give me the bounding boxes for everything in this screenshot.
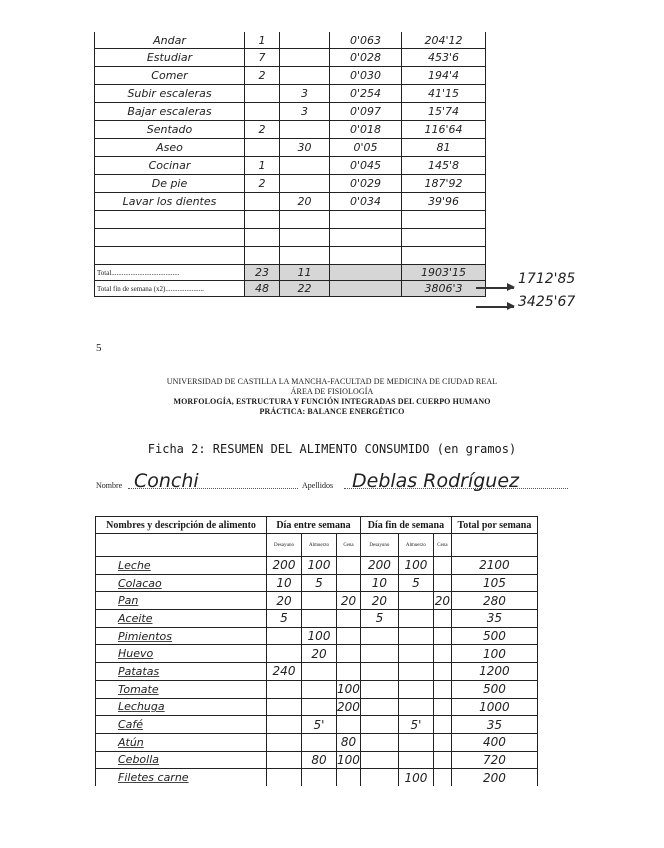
activity-name-cell[interactable]: Cocinar <box>95 157 245 175</box>
food-name-cell[interactable]: Café <box>96 716 267 734</box>
food-weekly-total-cell[interactable]: 105 <box>451 574 537 592</box>
total-annotation-arrow <box>476 287 514 289</box>
food-grams-wd-d-cell[interactable] <box>337 627 361 645</box>
food-grams-we-d-cell[interactable] <box>433 769 451 786</box>
food-weekly-total-cell[interactable]: 35 <box>451 610 537 628</box>
activity-kcal-cell[interactable] <box>402 247 486 265</box>
header-course: MORFOLOGÍA, ESTRUCTURA Y FUNCIÓN INTEGRADAS DEL CUERPO HUMANO <box>173 397 491 406</box>
food-grams-wd-l-cell[interactable] <box>302 610 337 628</box>
subheader-weekend-breakfast: Desayuno <box>360 534 398 557</box>
activity-kcal-cell[interactable]: 453'6 <box>402 49 486 67</box>
activity-name-cell[interactable] <box>95 229 245 247</box>
food-weekly-total-cell[interactable]: 1000 <box>451 698 537 716</box>
weekend-total-row-factor-empty <box>330 281 402 297</box>
food-grams-we-b-cell[interactable] <box>360 645 398 663</box>
activity-hours-cell[interactable] <box>245 247 280 265</box>
food-grams-wd-l-cell[interactable] <box>302 592 337 610</box>
food-grams-wd-b-cell[interactable] <box>267 733 302 751</box>
food-grams-wd-d-cell[interactable]: 200 <box>337 699 360 714</box>
total-annotation: 1712'85 <box>518 271 576 287</box>
total-row-label: Total....................................... <box>95 265 245 281</box>
food-weekly-total-cell[interactable]: 35 <box>451 716 537 734</box>
food-name-cell[interactable]: Pimientos <box>96 627 267 645</box>
activity-row <box>95 121 486 139</box>
activity-name-cell[interactable] <box>95 211 245 229</box>
form-title: Ficha 2: RESUMEN DEL ALIMENTO CONSUMIDO (en gramos) <box>147 442 517 456</box>
food-weekly-total-cell[interactable]: 500 <box>451 627 537 645</box>
food-weekly-total-cell[interactable]: 280 <box>451 592 537 610</box>
subheader-weekend-lunch: Almuerzo <box>398 534 433 557</box>
activity-minutes-cell[interactable] <box>280 121 330 139</box>
activity-name-cell[interactable]: Estudiar <box>95 49 245 67</box>
food-table <box>95 516 538 786</box>
activity-table <box>94 32 486 297</box>
activity-kcal-cell[interactable] <box>402 229 486 247</box>
food-row <box>96 592 538 610</box>
activity-minutes-cell[interactable]: 3 <box>280 103 330 121</box>
activity-minutes-cell[interactable]: 20 <box>280 193 330 211</box>
food-grams-we-l-cell[interactable] <box>398 733 433 751</box>
weekend-total-row-kcal[interactable]: 3806'3 <box>402 281 486 297</box>
header-area: ÁREA DE FISIOLOGÍA <box>290 387 374 396</box>
food-grams-we-b-cell[interactable] <box>360 698 398 716</box>
food-grams-wd-d-cell[interactable]: 100 <box>337 682 360 697</box>
activity-minutes-cell[interactable] <box>280 67 330 85</box>
food-grams-we-d-cell[interactable] <box>433 716 451 734</box>
food-grams-we-d-cell[interactable] <box>433 751 451 769</box>
food-weekly-total-cell[interactable]: 200 <box>451 769 537 786</box>
header-weekly-total: Total por semana <box>451 517 537 534</box>
total-row <box>95 265 486 281</box>
food-grams-we-d-cell[interactable] <box>433 610 451 628</box>
food-grams-wd-b-cell[interactable]: 10 <box>267 574 302 592</box>
food-grams-wd-b-cell[interactable]: 240 <box>267 663 302 681</box>
subheader-weekday-dinner: Cena <box>337 534 361 557</box>
weekend-total-annotation: 3425'67 <box>518 294 576 310</box>
food-grams-wd-b-cell[interactable]: 20 <box>267 592 302 610</box>
food-row <box>96 645 538 663</box>
activity-factor-cell[interactable]: 0'045 <box>330 157 402 175</box>
food-grams-we-d-cell[interactable] <box>433 574 451 592</box>
activity-row <box>95 211 486 229</box>
food-weekly-total-cell[interactable]: 2100 <box>451 557 537 575</box>
activity-row <box>95 175 486 193</box>
food-grams-we-l-cell[interactable] <box>398 645 433 663</box>
subheader-weekend-dinner: Cena <box>433 534 451 557</box>
header-weekend: Día fin de semana <box>360 517 451 534</box>
food-grams-we-l-cell[interactable] <box>398 680 433 698</box>
activity-factor-cell[interactable] <box>330 247 402 265</box>
header-practice: PRÁCTICA: BALANCE ENERGÉTICO <box>259 407 405 416</box>
activity-name-cell[interactable]: Lavar los dientes <box>95 193 245 211</box>
food-grams-wd-b-cell[interactable] <box>267 751 302 769</box>
activity-kcal-cell[interactable]: 41'15 <box>402 85 486 103</box>
activity-factor-cell[interactable]: 0'030 <box>330 67 402 85</box>
food-grams-wd-l-cell[interactable] <box>302 769 337 786</box>
activity-row <box>95 247 486 265</box>
activity-name-cell[interactable]: Aseo <box>95 139 245 157</box>
food-grams-we-l-cell[interactable] <box>398 627 433 645</box>
document-header <box>0 377 664 417</box>
activity-factor-cell[interactable]: 0'028 <box>330 49 402 67</box>
food-row <box>96 557 538 575</box>
header-food-description: Nombres y descripción de alimento <box>96 517 267 534</box>
food-name-cell[interactable]: Filetes carne <box>96 769 267 786</box>
food-grams-we-b-cell[interactable] <box>360 680 398 698</box>
food-weekly-total-cell[interactable]: 720 <box>451 751 537 769</box>
activity-name-cell[interactable]: Subir escaleras <box>95 85 245 103</box>
food-name-cell[interactable]: Cebolla <box>96 751 267 769</box>
food-grams-wd-l-cell[interactable] <box>302 733 337 751</box>
header-weekday: Día entre semana <box>267 517 361 534</box>
activity-row <box>95 67 486 85</box>
activity-row <box>95 32 486 49</box>
food-grams-wd-b-cell[interactable] <box>267 769 302 786</box>
food-weekly-total-cell[interactable]: 100 <box>451 645 537 663</box>
food-grams-wd-d-cell[interactable] <box>337 645 361 663</box>
activity-hours-cell[interactable] <box>245 229 280 247</box>
activity-name-cell[interactable]: Comer <box>95 67 245 85</box>
activity-factor-cell[interactable]: 0'097 <box>330 103 402 121</box>
weekend-total-annotation-arrow <box>476 306 514 308</box>
activity-row <box>95 49 486 67</box>
total-row-minutes[interactable]: 11 <box>280 265 330 281</box>
subheader-empty <box>96 534 267 557</box>
food-row <box>96 769 538 786</box>
food-grams-we-l-cell[interactable]: 5' <box>398 716 433 734</box>
food-grams-wd-d-cell[interactable] <box>337 610 361 628</box>
activity-kcal-cell[interactable]: 187'92 <box>402 175 486 193</box>
activity-name-cell[interactable]: De pie <box>95 175 245 193</box>
subheader-total-empty <box>451 534 537 557</box>
food-grams-wd-d-cell[interactable] <box>337 557 361 575</box>
food-grams-wd-d-cell[interactable] <box>337 663 361 681</box>
food-grams-wd-l-cell[interactable] <box>302 698 337 716</box>
food-grams-wd-d-cell[interactable]: 80 <box>337 733 361 751</box>
food-grams-we-d-cell[interactable] <box>433 645 451 663</box>
food-grams-we-l-cell[interactable] <box>398 663 433 681</box>
food-grams-we-l-cell[interactable] <box>398 610 433 628</box>
food-name-cell[interactable]: Colacao <box>96 574 267 592</box>
food-grams-we-d-cell[interactable] <box>433 698 451 716</box>
food-grams-we-b-cell[interactable] <box>360 769 398 786</box>
activity-kcal-cell[interactable]: 39'96 <box>402 193 486 211</box>
activity-hours-cell[interactable] <box>245 139 280 157</box>
activity-hours-cell[interactable] <box>245 85 280 103</box>
food-grams-wd-l-cell[interactable]: 5 <box>302 574 337 592</box>
food-grams-wd-b-cell[interactable] <box>267 680 302 698</box>
food-grams-we-d-cell[interactable] <box>433 680 451 698</box>
name-label: Nombre <box>96 481 123 490</box>
weekend-total-row <box>95 281 486 297</box>
activity-kcal-cell[interactable]: 204'12 <box>402 32 486 49</box>
food-grams-wd-d-cell[interactable] <box>337 769 361 786</box>
food-row <box>96 574 538 592</box>
page-number: 5 <box>96 342 102 354</box>
food-grams-wd-l-cell[interactable] <box>302 680 337 698</box>
activity-name-cell[interactable]: Sentado <box>95 121 245 139</box>
food-grams-we-b-cell[interactable] <box>360 716 398 734</box>
activity-kcal-cell[interactable]: 15'74 <box>402 103 486 121</box>
surname-value[interactable]: Deblas Rodríguez <box>352 470 519 492</box>
subheader-weekday-breakfast: Desayuno <box>267 534 302 557</box>
food-grams-we-b-cell[interactable]: 10 <box>360 574 398 592</box>
activity-factor-cell[interactable] <box>330 229 402 247</box>
activity-hours-cell[interactable] <box>245 193 280 211</box>
food-grams-wd-l-cell[interactable]: 80 <box>302 751 337 769</box>
food-grams-we-b-cell[interactable] <box>360 733 398 751</box>
activity-hours-cell[interactable]: 1 <box>245 157 280 175</box>
food-grams-wd-b-cell[interactable] <box>267 627 302 645</box>
activity-minutes-cell[interactable] <box>280 32 330 49</box>
food-grams-we-l-cell[interactable] <box>398 698 433 716</box>
food-row <box>96 610 538 628</box>
food-grams-wd-l-cell[interactable] <box>302 663 337 681</box>
activity-row <box>95 103 486 121</box>
name-row <box>96 470 568 494</box>
food-grams-we-d-cell[interactable] <box>433 733 451 751</box>
food-grams-we-b-cell[interactable] <box>360 751 398 769</box>
total-row-factor-empty <box>330 265 402 281</box>
activity-minutes-cell[interactable] <box>280 229 330 247</box>
activity-factor-cell[interactable]: 0'029 <box>330 175 402 193</box>
activity-minutes-cell[interactable] <box>280 247 330 265</box>
food-row <box>96 733 538 751</box>
subheader-weekday-lunch: Almuerzo <box>302 534 337 557</box>
activity-hours-cell[interactable] <box>245 211 280 229</box>
activity-hours-cell[interactable]: 2 <box>245 121 280 139</box>
activity-kcal-cell[interactable]: 145'8 <box>402 157 486 175</box>
food-row <box>96 716 538 734</box>
food-grams-wd-l-cell[interactable]: 20 <box>302 645 337 663</box>
activity-factor-cell[interactable]: 0'018 <box>330 121 402 139</box>
name-value[interactable]: Conchi <box>134 470 199 492</box>
food-name-cell[interactable]: Pan <box>96 592 267 610</box>
activity-hours-cell[interactable]: 7 <box>245 49 280 67</box>
activity-hours-cell[interactable] <box>245 103 280 121</box>
food-row <box>96 751 538 769</box>
food-grams-wd-d-cell[interactable] <box>337 574 361 592</box>
food-row <box>96 680 538 698</box>
food-grams-we-b-cell[interactable] <box>360 627 398 645</box>
activity-factor-cell[interactable]: 0'063 <box>330 32 402 49</box>
activity-factor-cell[interactable]: 0'034 <box>330 193 402 211</box>
food-name-cell[interactable]: Aceite <box>96 610 267 628</box>
food-row <box>96 698 538 716</box>
food-name-cell[interactable]: Atún <box>96 733 267 751</box>
activity-kcal-cell[interactable]: 194'4 <box>402 67 486 85</box>
activity-kcal-cell[interactable]: 116'64 <box>402 121 486 139</box>
activity-name-cell[interactable]: Bajar escaleras <box>95 103 245 121</box>
activity-row <box>95 139 486 157</box>
activity-name-cell[interactable] <box>95 247 245 265</box>
food-grams-we-l-cell[interactable]: 100 <box>398 557 433 575</box>
food-name-cell[interactable]: Huevo <box>96 645 267 663</box>
activity-name-cell[interactable]: Andar <box>95 32 245 49</box>
food-weekly-total-cell[interactable]: 500 <box>451 680 537 698</box>
food-grams-we-b-cell[interactable]: 200 <box>360 557 398 575</box>
food-grams-we-d-cell[interactable]: 20 <box>434 593 451 608</box>
header-university: UNIVERSIDAD DE CASTILLA LA MANCHA-FACULTAD DE MEDICINA DE CIUDAD REAL <box>166 377 498 386</box>
food-grams-wd-d-cell[interactable] <box>337 716 361 734</box>
food-grams-wd-b-cell[interactable] <box>267 716 302 734</box>
activity-row <box>95 157 486 175</box>
food-row <box>96 627 538 645</box>
food-grams-we-l-cell[interactable]: 5 <box>398 574 433 592</box>
food-name-cell[interactable]: Leche <box>96 557 267 575</box>
activity-minutes-cell[interactable]: 3 <box>280 85 330 103</box>
weekend-total-row-label: Total fin de semana (x2)...................... <box>95 281 245 297</box>
food-grams-wd-b-cell[interactable]: 200 <box>267 557 302 575</box>
food-grams-we-d-cell[interactable] <box>433 557 451 575</box>
activity-factor-cell[interactable]: 0'05 <box>330 139 402 157</box>
weekend-total-row-hours[interactable]: 48 <box>245 281 280 297</box>
weekend-total-row-minutes[interactable]: 22 <box>280 281 330 297</box>
food-weekly-total-cell[interactable]: 400 <box>451 733 537 751</box>
food-grams-wd-l-cell[interactable]: 100 <box>302 627 337 645</box>
food-grams-wd-b-cell[interactable]: 5 <box>267 610 302 628</box>
food-grams-wd-l-cell[interactable]: 100 <box>302 557 337 575</box>
activity-row <box>95 229 486 247</box>
food-name-cell[interactable]: Lechuga <box>96 698 267 716</box>
food-grams-wd-b-cell[interactable] <box>267 698 302 716</box>
activity-minutes-cell[interactable] <box>280 157 330 175</box>
food-name-cell[interactable]: Patatas <box>96 663 267 681</box>
activity-hours-cell[interactable]: 1 <box>245 32 280 49</box>
activity-hours-cell[interactable]: 2 <box>245 175 280 193</box>
activity-factor-cell[interactable] <box>330 211 402 229</box>
food-grams-wd-b-cell[interactable] <box>267 645 302 663</box>
activity-minutes-cell[interactable] <box>280 49 330 67</box>
activity-table-body <box>95 32 486 297</box>
food-grams-we-b-cell[interactable]: 20 <box>360 592 398 610</box>
activity-factor-cell[interactable]: 0'254 <box>330 85 402 103</box>
food-row <box>96 663 538 681</box>
total-row-kcal[interactable]: 1903'15 <box>402 265 486 281</box>
food-grams-we-b-cell[interactable] <box>360 663 398 681</box>
activity-minutes-cell[interactable] <box>280 211 330 229</box>
activity-minutes-cell[interactable] <box>280 175 330 193</box>
food-grams-we-d-cell[interactable] <box>433 663 451 681</box>
food-grams-wd-d-cell[interactable]: 20 <box>337 592 361 610</box>
food-grams-we-l-cell[interactable] <box>398 751 433 769</box>
food-grams-we-b-cell[interactable]: 5 <box>360 610 398 628</box>
food-grams-we-l-cell[interactable]: 100 <box>398 769 433 786</box>
food-table-body <box>96 557 538 786</box>
food-grams-we-l-cell[interactable] <box>398 592 433 610</box>
food-grams-wd-d-cell[interactable]: 100 <box>337 752 360 767</box>
food-grams-we-d-cell[interactable] <box>433 627 451 645</box>
activity-hours-cell[interactable]: 2 <box>245 67 280 85</box>
activity-row <box>95 85 486 103</box>
food-weekly-total-cell[interactable]: 1200 <box>451 663 537 681</box>
activity-kcal-cell[interactable] <box>402 211 486 229</box>
total-row-hours[interactable]: 23 <box>245 265 280 281</box>
food-grams-wd-l-cell[interactable]: 5' <box>302 716 337 734</box>
activity-minutes-cell[interactable]: 30 <box>280 139 330 157</box>
surname-label: Apellidos <box>302 481 334 490</box>
food-name-cell[interactable]: Tomate <box>96 680 267 698</box>
activity-kcal-cell[interactable]: 81 <box>402 139 486 157</box>
activity-row <box>95 193 486 211</box>
